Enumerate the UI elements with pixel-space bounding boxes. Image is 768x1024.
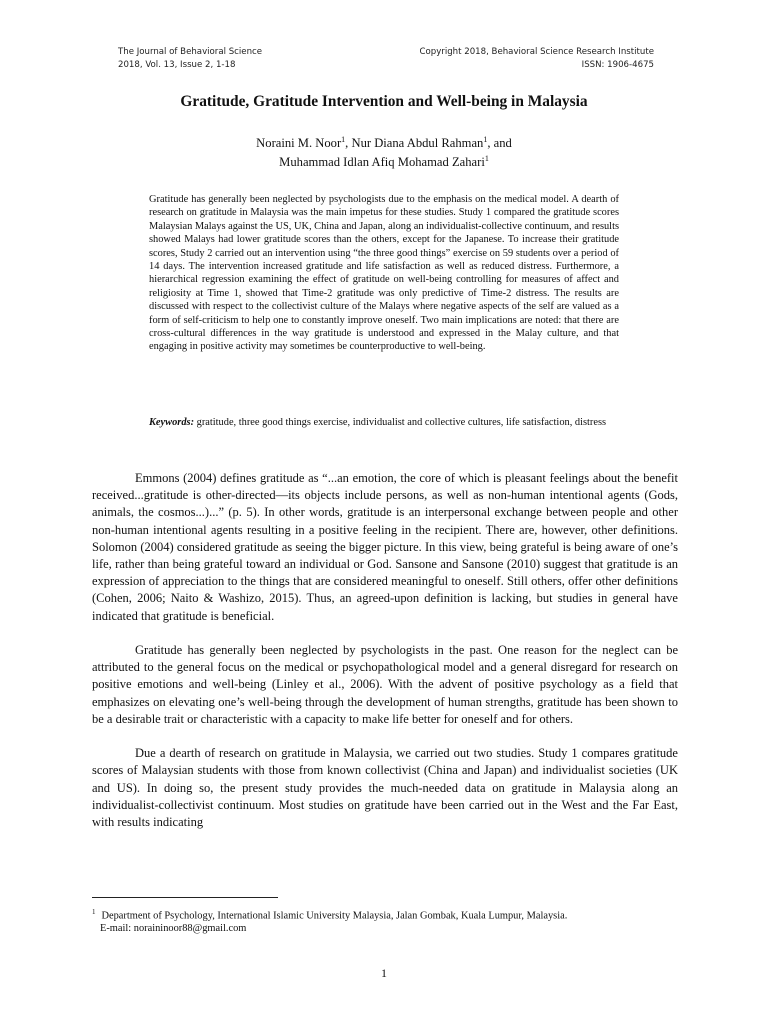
issn-line: ISSN: 1906-4675 [581,60,654,70]
journal-volume: 2018, Vol. 13, Issue 2, 1-18 [118,60,236,70]
author-line-2 [0,151,768,170]
journal-name: The Journal of Behavioral Science [118,47,263,57]
footnote-mark: 1 [92,908,96,916]
author-block [0,132,768,170]
body-paragraph: Gratitude has generally been neglected by psychologists in the past. One reason for the neglect can be attributed to the general focus on the medical or psychopathological model and a general disregard for research on positive emotions and well-being (Linley et al., 2006). With the advent of positive psychology as a field that emphasizes on elevating one’s well-being through the development of human strengths, gratitude has been shown to be a desirable trait or characteristic with a capacity to make life better for oneself and for others. [92,643,678,726]
running-header-right [420,46,655,72]
author-3: Muhammad Idlan Afiq Mohamad Zahari [279,155,485,170]
footnote-text: Department of Psychology, International Islamic University Malaysia, Jalan Gombak, Kuala Lumpur, Malaysia. [101,910,568,922]
paper-title: Gratitude, Gratitude Intervention and Well-being in Malaysia [180,93,588,110]
author-and: , and [487,136,512,151]
body-text [92,470,678,848]
footnote [92,906,678,935]
author-2: , Nur Diana Abdul Rahman [345,136,484,151]
footnote-email: E-mail: noraininoor88@gmail.com [100,923,247,935]
page-number: 1 [381,966,387,980]
keywords-text: gratitude, three good things exercise, individualist and collective cultures, life satisfaction, distress [194,417,607,428]
affiliation-mark: 1 [341,135,346,144]
abstract: Gratitude has generally been neglected by psychologists due to the emphasis on the medical model. A dearth of research on gratitude in Malaysia was the main impetus for these studies. Study 1 compared the gratitude scores Malaysian Malays against the US, UK, China and Japan, along an individualist-collective continuum, and results showed Malays had lower gratitude scores than the others, except for the Japanese. To increase their gratitude scores, Study 2 carried out an intervention using “the three good things” exercise on 59 students over a period of 14 days. The intervention increased gratitude and life satisfaction as well as reduced distress. Furthermore, a hierarchical regression examining the effect of gratitude on well-being controlling for measures of affect and religiosity at Time 1, showed that Time-2 gratitude was only predictive of Time-2 distress. The results are discussed with respect to the collectivist culture of the Malays where negative aspects of the self are valued as a form of self-criticism to help one to constantly improve oneself. Two main implications are noted: that there are cross-cultural differences in the way gratitude is understood and expressed in the Malay culture, and that engaging in positive activity may sometimes be counterproductive to well-being. [149,194,619,353]
author-1: Noraini M. Noor [256,136,342,151]
footnote-divider [92,897,278,898]
copyright-line: Copyright 2018, Behavioral Science Research Institute [419,47,654,57]
keywords-label: Keywords: [149,417,195,428]
affiliation-mark: 1 [483,135,488,144]
body-paragraph: Due a dearth of research on gratitude in Malaysia, we carried out two studies. Study 1 compares gratitude scores of Malaysian students with those from known collectivist (China and Japan) and individualist societies (UK and US). In doing so, the present study provides the much-needed data on gratitude in Malaysia along an individualist-collectivist continuum. Most studies on gratitude have been carried out in the West and the Far East, with results indicating [92,746,678,830]
author-line-1 [0,132,768,151]
running-header-left [118,46,262,72]
body-paragraph: Emmons (2004) defines gratitude as “...an emotion, the core of which is pleasant feelings about the benefit received...gratitude is other-directed—its objects include persons, as well as non-human intentional agents (Gods, animals, the cosmos...)...” (p. 5). In other words, gratitude is an interpersonal exchange between people and other non-human intentional agents resulting in a positive feeling in the recipient. There are, however, other definitions. Solomon (2004) considered gratitude as seeing the bigger picture. In this view, being grateful is being aware of one’s life, rather than being grateful toward an individual or God. Sansone and Sansone (2010) suggest that gratitude is an expression of appreciation to the things that are considered meaningful to oneself. Still others, offer other definitions (Cohen, 2006; Naito & Washizo, 2015). Thus, an agreed-upon definition is lacking, but studies in general have indicated that gratitude is beneficial. [92,471,678,623]
keywords [149,416,619,429]
footnote-affiliation [92,906,678,922]
affiliation-mark: 1 [484,154,489,164]
